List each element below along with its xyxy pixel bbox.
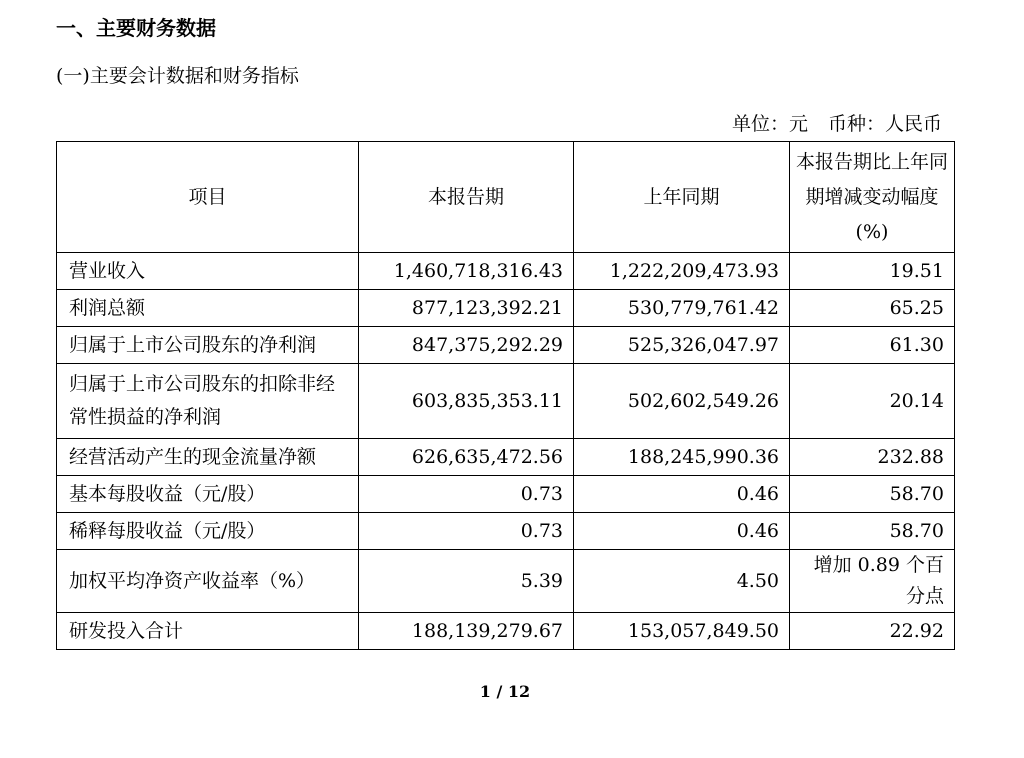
financial-data-table (56, 141, 955, 650)
unit-label: 单位：元 (731, 113, 808, 135)
header-previous-period: 上年同期 (574, 142, 790, 253)
row-previous: 0.46 (574, 513, 790, 550)
table-row (57, 364, 955, 439)
table-row (57, 476, 955, 513)
table-row (57, 327, 955, 364)
row-previous: 0.46 (574, 476, 790, 513)
row-previous: 502,602,549.26 (574, 364, 790, 439)
row-change: 22.92 (790, 613, 955, 650)
row-current: 877,123,392.21 (359, 290, 574, 327)
header-change-percent: 本报告期比上年同期增减变动幅度(%) (790, 142, 955, 253)
row-current: 188,139,279.67 (359, 613, 574, 650)
row-item: 营业收入 (57, 253, 359, 290)
header-current-period: 本报告期 (359, 142, 574, 253)
row-current: 603,835,353.11 (359, 364, 574, 439)
row-previous: 4.50 (574, 550, 790, 613)
row-current: 847,375,292.29 (359, 327, 574, 364)
row-item: 归属于上市公司股东的扣除非经常性损益的净利润 (57, 364, 359, 439)
row-change: 232.88 (790, 439, 955, 476)
unit-line (732, 110, 942, 138)
row-change: 61.30 (790, 327, 955, 364)
page-number: 1 / 12 (479, 682, 531, 701)
row-change: 19.51 (790, 253, 955, 290)
table-row (57, 513, 955, 550)
row-previous: 530,779,761.42 (574, 290, 790, 327)
row-current: 0.73 (359, 476, 574, 513)
row-change: 增加 0.89 个百分点 (790, 550, 955, 613)
row-change: 65.25 (790, 290, 955, 327)
row-item: 稀释每股收益（元/股） (57, 513, 359, 550)
row-item: 加权平均净资产收益率（%） (57, 550, 359, 613)
row-item: 利润总额 (57, 290, 359, 327)
table-row (57, 290, 955, 327)
sub-title: (一)主要会计数据和财务指标 (56, 65, 299, 87)
row-previous: 188,245,990.36 (574, 439, 790, 476)
table-row (57, 613, 955, 650)
table-row (57, 550, 955, 613)
table-header-row (57, 142, 955, 253)
table-row (57, 439, 955, 476)
row-current: 0.73 (359, 513, 574, 550)
row-change: 58.70 (790, 476, 955, 513)
row-previous: 1,222,209,473.93 (574, 253, 790, 290)
row-item: 经营活动产生的现金流量净额 (57, 439, 359, 476)
row-change: 58.70 (790, 513, 955, 550)
row-item: 研发投入合计 (57, 613, 359, 650)
row-change: 20.14 (790, 364, 955, 439)
section-title: 一、主要财务数据 (56, 16, 216, 40)
row-previous: 525,326,047.97 (574, 327, 790, 364)
row-current: 1,460,718,316.43 (359, 253, 574, 290)
row-previous: 153,057,849.50 (574, 613, 790, 650)
table-row (57, 253, 955, 290)
header-item: 项目 (57, 142, 359, 253)
row-item: 归属于上市公司股东的净利润 (57, 327, 359, 364)
currency-label: 币种：人民币 (827, 113, 942, 135)
row-current: 626,635,472.56 (359, 439, 574, 476)
row-current: 5.39 (359, 550, 574, 613)
row-item: 基本每股收益（元/股） (57, 476, 359, 513)
